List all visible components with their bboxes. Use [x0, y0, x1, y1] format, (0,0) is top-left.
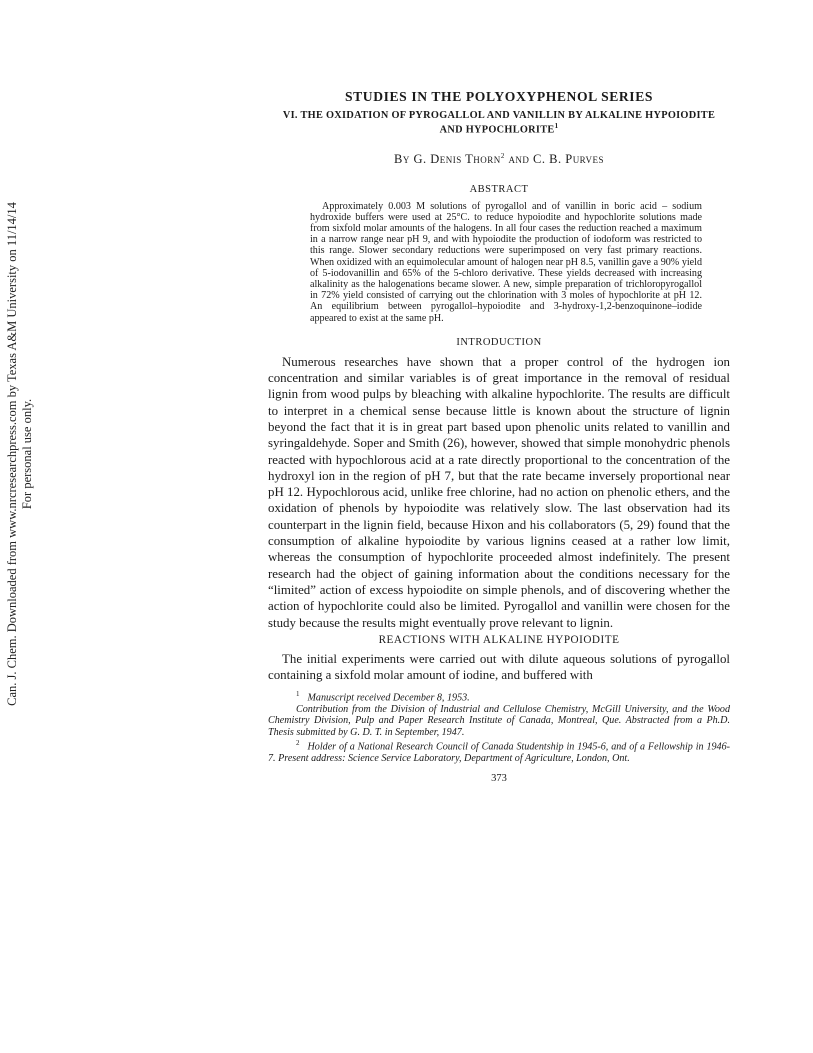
authors-line: [268, 149, 730, 167]
introduction-text: Numerous researches have shown that a proper control of the hydrogen ion concentration and similar variables is of great importance in the removal of residual lignin from wood pulps by bleaching with alkaline hypochlorite. The results are difficult to interpret in a chemical sense because little is known about the structure of lignin beyond the fact that it is in great part based upon phenolic units related to vanillin and syringaldehyde. Soper and Smith (26), however, showed that simple monohydric phenols reacted with hypochlorous acid at a rate directly proportional to the concentration of the hydroxyl ion in the region of pH 7, but that the rate became inversely proportional near pH 12. Hypochlorous acid, unlike free chlorine, had no action on phenolic ethers, and the oxidation of phenols by hypoiodite was relatively slow. The last observation had its counterpart in the lignin field, because Hixon and his collaborators (5, 29) found that the consumption of alkaline hypoiodite by various lignins ceased at a rather low limit, whereas the consumption of hypochlorite proceeded almost indefinitely. The present research had the object of gaining information about the conditions necessary for the “limited” action of excess hypoiodite on simple phenols, and of discovering whether the action of hypochlorite could also be limited. Pyrogallol and vanillin were chosen for the study because the results might eventually prove relevant to lignin.: [268, 354, 730, 630]
footnote-2: [268, 738, 730, 764]
title-footnote-mark: 1: [554, 122, 559, 130]
footnote-1: [268, 689, 730, 704]
download-notice: [5, 202, 35, 706]
abstract-heading: ABSTRACT: [469, 183, 529, 195]
footnote-1-received: Manuscript received December 8, 1953.: [307, 692, 470, 704]
download-notice-line1: Can. J. Chem. Downloaded from www.nrcresearchpress.com by Texas A&M University on 11/14/14: [5, 202, 19, 706]
abstract-text: Approximately 0.003 M solutions of pyrogallol and of vanillin in boric acid – sodium hydroxide buffers were used at 25°C. to reduce hypoiodite and hypochlorite solutions made from sixfold molar amounts of the halogens. In all four cases the reduction reached a maximum in a narrow range near pH 9, and with hypoiodite the production of iodoform was restricted to this range. Slower secondary reductions were superimposed on very fast primary reactions. When oxidized with an equimolecular amount of halogen near pH 8.5, vanillin gave a 90% yield of 5-iodovanillin and 65% of the 5-chloro derivative. These yields decreased with increasing alkalinity as the halogenations became slower. A new, simple preparation of trichloropyrogallol in 72% yield consisted of carrying out the chlorination with 3 moles of hypochlorite at pH 12. An equilibrium between pyrogallol–hypoiodite and 3-hydroxy-1,2-benzoquinone–iodide appeared to exist at the same pH.: [310, 200, 702, 324]
reactions-heading: REACTIONS WITH ALKALINE HYPOIODITE: [378, 633, 620, 646]
introduction-heading: INTRODUCTION: [456, 336, 542, 348]
authors-suffix: and C. B. Purves: [508, 152, 604, 167]
page-number: 373: [491, 772, 507, 784]
paper-page: [268, 88, 730, 784]
footnotes: [268, 689, 730, 764]
download-notice-line2: For personal use only.: [20, 398, 34, 510]
footnote-1-contribution: Contribution from the Division of Industrial and Cellulose Chemistry, McGill University, and the Wood Chemistry Division, Pulp and Paper Research Institute of Canada, Montreal, Que. Abstracted from a Ph.D. Thesis submitted by G. D. T. in September, 1947.: [268, 704, 730, 738]
download-notice-margin: [0, 0, 40, 1053]
footnote-1-mark: 1: [296, 690, 300, 699]
authors-prefix: By G. Denis Thorn: [394, 152, 501, 167]
author-footnote-mark: 2: [500, 152, 505, 161]
footnote-2-text: Holder of a National Research Council of Canada Studentship in 1945-6, and of a Fellowship in 1946-7. Present address: Science Service Laboratory, Department of Agriculture, London, Ont.: [268, 741, 730, 764]
series-title: STUDIES IN THE POLYOXYPHENOL SERIES: [344, 89, 654, 104]
reactions-text: The initial experiments were carried out with dilute aqueous solutions of pyrogallol containing a sixfold molar amount of iodine, and buffered with: [268, 651, 730, 683]
paper-title: [272, 110, 726, 135]
footnote-2-mark: 2: [296, 739, 300, 747]
paper-title-text: VI. THE OXIDATION OF PYROGALLOL AND VANILLIN BY ALKALINE HYPOIODITE AND HYPOCHLORITE: [282, 110, 716, 136]
